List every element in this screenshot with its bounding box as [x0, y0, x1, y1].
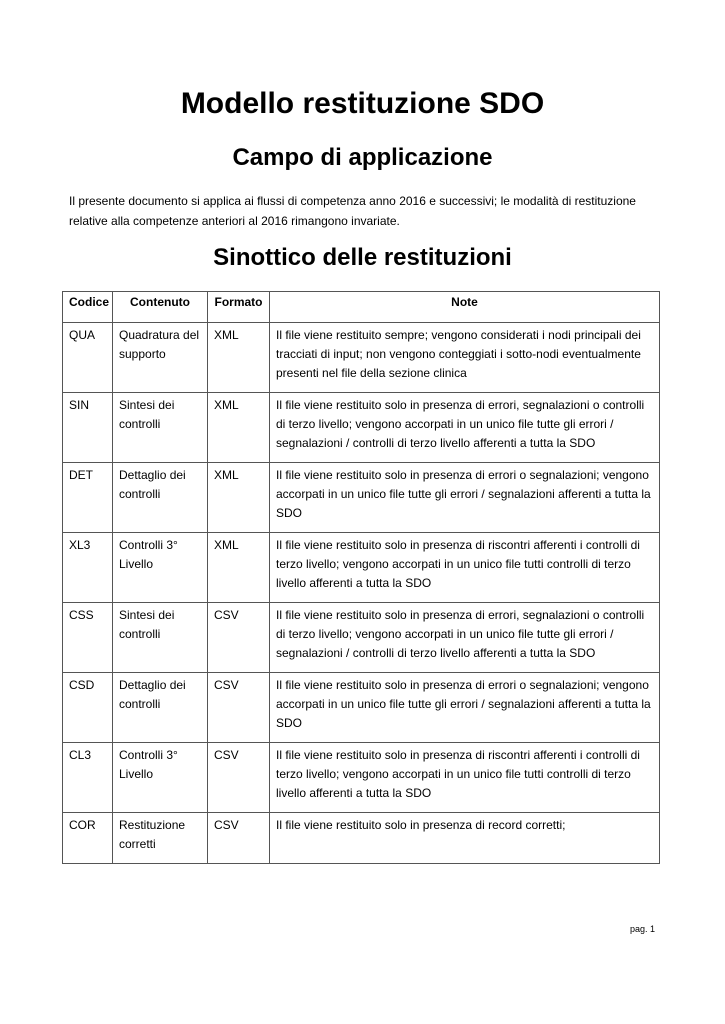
- cell-codice: QUA: [63, 323, 113, 393]
- header-codice: Codice: [63, 292, 113, 323]
- cell-contenuto: Controlli 3° Livello: [113, 743, 208, 813]
- cell-codice: DET: [63, 463, 113, 533]
- cell-note: Il file viene restituito solo in presenza di errori, segnalazioni o controlli di terzo livello; vengono accorpati in un unico file tutte gli errori / segnalazioni / controlli di terzo livello afferenti a tutta la SDO: [270, 393, 660, 463]
- table-row: [63, 533, 660, 603]
- cell-note: Il file viene restituito solo in presenza di riscontri afferenti i controlli di terzo livello; vengono accorpati in un unico file tutti controlli di terzo livello afferenti a tutta la SDO: [270, 743, 660, 813]
- cell-note: Il file viene restituito solo in presenza di errori o segnalazioni; vengono accorpati in un unico file tutte gli errori / segnalazioni afferenti a tutta la SDO: [270, 463, 660, 533]
- table-row: [63, 603, 660, 673]
- restituzioni-table: [62, 291, 660, 864]
- table-row: [63, 743, 660, 813]
- cell-codice: CL3: [63, 743, 113, 813]
- cell-formato: XML: [208, 393, 270, 463]
- cell-formato: XML: [208, 463, 270, 533]
- table-row: [63, 673, 660, 743]
- cell-note: Il file viene restituito sempre; vengono considerati i nodi principali dei tracciati di input; non vengono conteggiati i sotto-nodi eventualmente presenti nel file della sezione clinica: [270, 323, 660, 393]
- cell-codice: XL3: [63, 533, 113, 603]
- section-heading-campo: Campo di applicazione: [232, 144, 493, 171]
- cell-formato: CSV: [208, 673, 270, 743]
- intro-paragraph: Il presente documento si applica ai flussi di competenza anno 2016 e successivi; le modalità di restituzione relative alla competenze anteriori al 2016 rimangono invariate.: [69, 194, 636, 228]
- table-row: [63, 323, 660, 393]
- cell-contenuto: Controlli 3° Livello: [113, 533, 208, 603]
- cell-contenuto: Dettaglio dei controlli: [113, 463, 208, 533]
- cell-contenuto: Dettaglio dei controlli: [113, 673, 208, 743]
- cell-formato: CSV: [208, 743, 270, 813]
- cell-contenuto: Sintesi dei controlli: [113, 393, 208, 463]
- cell-note: Il file viene restituito solo in presenza di errori, segnalazioni o controlli di terzo livello; vengono accorpati in un unico file tutte gli errori / segnalazioni / controlli di terzo livello afferenti a tutta la SDO: [270, 603, 660, 673]
- header-formato: Formato: [208, 292, 270, 323]
- cell-formato: CSV: [208, 813, 270, 864]
- cell-codice: CSS: [63, 603, 113, 673]
- cell-formato: XML: [208, 323, 270, 393]
- cell-note: Il file viene restituito solo in presenza di riscontri afferenti i controlli di terzo livello; vengono accorpati in un unico file tutti controlli di terzo livello afferenti a tutta la SDO: [270, 533, 660, 603]
- document-title: Modello restituzione SDO: [180, 87, 545, 120]
- cell-contenuto: Sintesi dei controlli: [113, 603, 208, 673]
- cell-codice: CSD: [63, 673, 113, 743]
- table-header-row: [63, 292, 660, 323]
- header-note: Note: [270, 292, 660, 323]
- cell-formato: XML: [208, 533, 270, 603]
- table-row: [63, 393, 660, 463]
- section-heading-sinottico: Sinottico delle restituzioni: [213, 244, 512, 271]
- cell-note: Il file viene restituito solo in presenza di errori o segnalazioni; vengono accorpati in un unico file tutte gli errori / segnalazioni afferenti a tutta la SDO: [270, 673, 660, 743]
- cell-formato: CSV: [208, 603, 270, 673]
- header-contenuto: Contenuto: [113, 292, 208, 323]
- cell-codice: COR: [63, 813, 113, 864]
- page-number: pag. 1: [629, 924, 655, 934]
- table-row: [63, 813, 660, 864]
- cell-contenuto: Restituzione corretti: [113, 813, 208, 864]
- table-row: [63, 463, 660, 533]
- cell-codice: SIN: [63, 393, 113, 463]
- cell-contenuto: Quadratura del supporto: [113, 323, 208, 393]
- cell-note: Il file viene restituito solo in presenza di record corretti;: [270, 813, 660, 864]
